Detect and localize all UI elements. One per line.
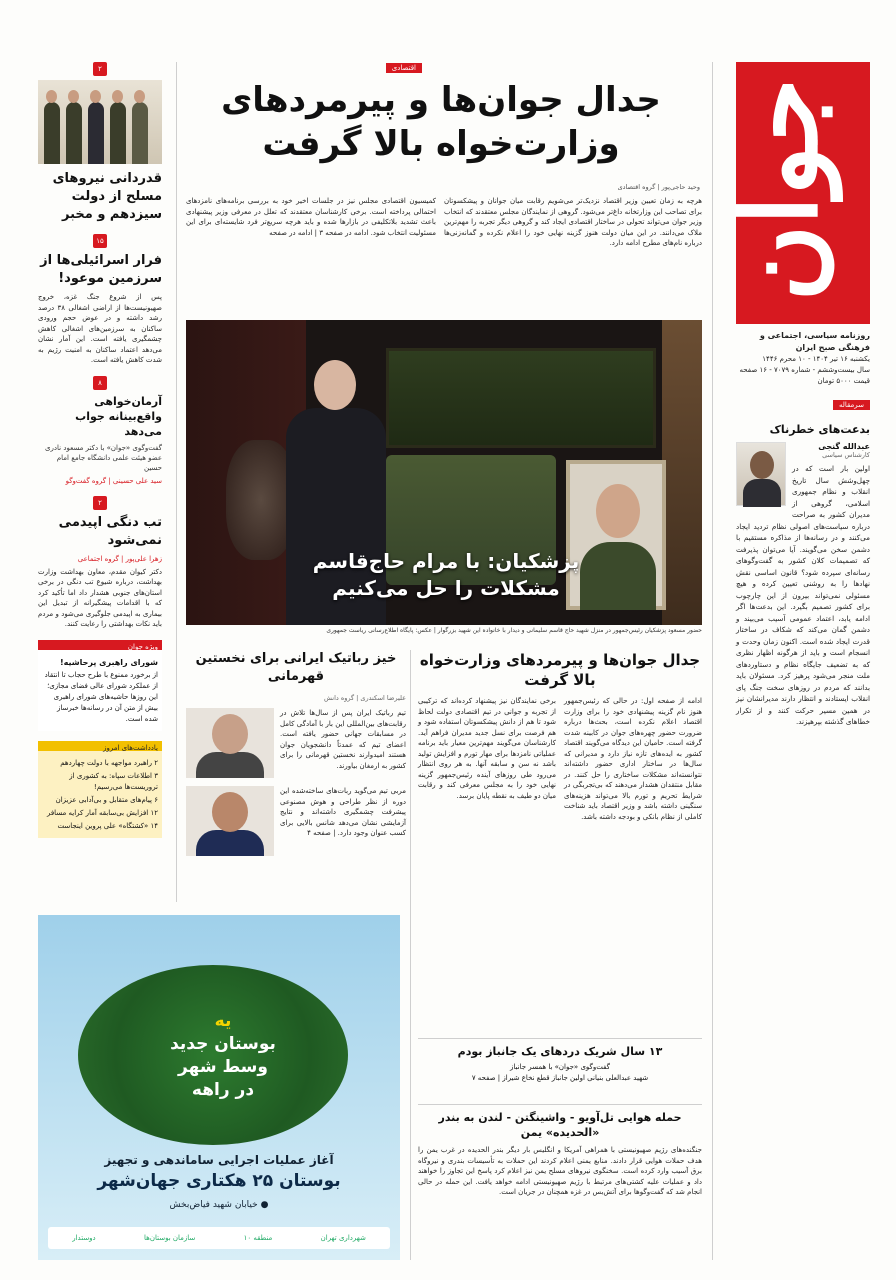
location-pin-icon: ● [260, 1200, 269, 1210]
story-ministers-title[interactable]: جدال جوان‌ها و پیرمردهای وزارت‌خواه بالا گرفت [419, 651, 701, 689]
left-story-4 [38, 496, 162, 630]
ad-sign [158, 1010, 288, 1102]
hero-lead-right: هرچه به زمان تعیین وزیر اقتصاد نزدیک‌تر می‌شویم رقابت میان جوانان و پیشکسوتان برای تصاحب این وزارتخانه داغ‌تر می‌شود. گروهی از نمایندگان مجلس معتقدند که انتخاب وزیر جوان می‌تواند تحولی در ساختار اقتصادی ایجاد کند و گروهی دیگر تجربه را مهم‌ترین ملاک می‌دانند. در این میان دولت هنوز گزینه نهایی خود را اعلام نکرده و گمانه‌زنی‌ها درباره نام‌های مطرح ادامه دارد. [444, 197, 702, 247]
robotics-photo-1 [186, 708, 274, 778]
page-ref-4: ۲ [93, 496, 107, 510]
page-ref-1: ۲ [93, 62, 107, 76]
editorial-tag: سرمقاله [833, 400, 870, 410]
ad-address [48, 1200, 390, 1210]
ad-logo-4: دوستدار [72, 1234, 96, 1242]
hero-byline: وحید حاجی‌پور | گروه اقتصادی [617, 183, 700, 191]
story-veteran-sub2: شهید عبدالعلی بنیانی اولین جانباز قطع نخاع شیراز | صفحه ۷ [471, 1074, 649, 1082]
left-story-4-author: زهرا علی‌پور | گروه اجتماعی [77, 554, 162, 563]
logo-text: جوان [718, 78, 841, 302]
left-story-4-body: دکتر کیوان مقدم، معاون بهداشت وزارت بهداشت، درباره شیوع تب دنگی در برخی استان‌های جنوبی هشدار داد اما تأکید کرد که با اقدامات پیشگیرانه از تبدیل این بیماری به اپیدمی جلوگیری می‌شود و مردم باید نکات بهداشتی را رعایت کنند. [38, 567, 162, 628]
masthead [718, 62, 870, 392]
left-story-2-body: پس از شروع جنگ غزه، خروج صهیونیست‌ها از اراضی اشغالی ۳۸ درصد رشد داشته و در عوض حجم ورودی ساکنان به سرزمین‌های اشغالی کاهش چشمگیری یافته است. این آمار نشان می‌دهد اعتماد ساکنان به امنیت رژیم به شدت کاهش یافته است. [38, 293, 163, 364]
left-story-1 [38, 62, 162, 224]
story-robotics-byline: علیرضا اسکندری | گروه دانش [324, 694, 406, 702]
author-role: کارشناس سیاسی [822, 451, 870, 459]
notes-item-5[interactable]: ۱۴ «کشتگاه» علی پروین اینجاست [57, 821, 158, 830]
photo-title: پزشکیان: با مرام حاج‌قاسم مشکلات را حل می‌کنیم [312, 549, 580, 600]
issue-number: سال بیست‌وششم - شماره ۷۰۷۹ - ۱۶ صفحه [739, 366, 870, 374]
section-tag: اقتصادی [386, 63, 422, 73]
photo-caption: حضور مسعود پزشکیان رئیس‌جمهور در منزل شهید حاج قاسم سلیمانی و دیدار با خانواده این شهید بزرگوار | عکس: پایگاه اطلاع‌رسانی ریاست جمهوری [326, 627, 702, 634]
notes-item-4[interactable]: ۱۲ افزایش بی‌سابقه آمار کرایه مسافر [46, 808, 158, 817]
story-veteran-title[interactable]: ۱۳ سال شریک دردهای یک جانباز بودم [457, 1045, 663, 1058]
author-name: عبدالله گنجی [818, 442, 870, 451]
main-headline[interactable]: جدال جوان‌ها و پیرمردهای وزارت‌خواه بالا گرفت [221, 80, 661, 164]
special-item-2: از برخورد ممنوع با طرح حجاب تا انتقاد از عملکرد شورای عالی فضای مجازی؛ این روزها حاشیه‌های شورای راهبری بیش از متن آن در رسانه‌ها خبرساز شده است. [44, 670, 158, 723]
ad-headline-1: آغاز عملیات اجرایی ساماندهی و تجهیز [104, 1153, 334, 1167]
ad-sign-line1: یه [214, 1011, 232, 1031]
story-yemen-title[interactable]: حمله هوایی تل‌آویو - واشینگتن - لندن به بندر «الحدیده» یمن [438, 1111, 682, 1139]
story-robotics-p2: مربی تیم می‌گوید ربات‌های ساخته‌شده این دوره از نظر طراحی و هوش مصنوعی پیشرفت چشمگیری داشته‌اند و نتایج آزمایشی نشان می‌دهد شانس بالایی برای کسب عنوان وجود دارد. | صفحه ۴ [280, 787, 406, 837]
notes-box [38, 741, 162, 838]
story-yemen-body: جنگنده‌های رژیم صهیونیستی با همراهی آمریکا و انگلیس بار دیگر بندر الحدیده در غرب یمن را هدف حملات هوایی قرار دادند. منابع یمنی اعلام کردند این حملات به تأسیسات بندری و نیروگاه برق آسیب وارد کرده است. سخنگوی نیروهای مسلح یمن نیز اعلام کرد پاسخ این تجاوز را خواهند داد و عملیات علیه کشتی‌های مرتبط با رژیم صهیونیستی ادامه خواهد یافت. این حمله در حالی انجام شد که گفت‌وگوها برای آتش‌بس در غزه همچنان در جریان است. [418, 1146, 702, 1196]
story-veteran [418, 1045, 702, 1105]
page-ref-2: ۱۵ [93, 234, 107, 248]
special-box [38, 640, 162, 731]
editorial-title[interactable]: بدعت‌های خطرناک [769, 423, 870, 436]
left-story-2 [38, 234, 162, 366]
story-robotics-p1: تیم رباتیک ایران پس از سال‌ها تلاش در رقابت‌های بین‌المللی این بار با آمادگی کامل در مسابقات جهانی حضور یافته است. اعضای تیم که عمدتاً دانشجویان جوان هستند امیدوارند نخستین قهرمانی را برای کشور به ارمغان بیاورند. [280, 709, 406, 770]
ad-sign-line3: وسط شهر [178, 1057, 268, 1077]
price: قیمت ۵۰۰۰ تومان [817, 377, 870, 385]
issue-date: یکشنبه ۱۶ تیر ۱۴۰۴ - ۱۰ محرم ۱۴۴۶ [762, 355, 870, 363]
ad-sign-line2: بوستان جدید [170, 1034, 276, 1054]
editorial-body: اولین بار است که در چهل‌وشش سال تاریخ انقلاب و نظام جمهوری اسلامی، گروهی از مدیران کشور به صراحت درباره سیاست‌های اصولی نظام تردید ایجاد می‌کنند و در رسانه‌ها از مذاکره مستقیم با دشمن سخن می‌گویند. آیا می‌توان پذیرفت که تصمیمات کلان کشور به گفت‌وگوهای رسانه‌ای سپرده شود؟ قانون اساسی نقش نهادها را به روشنی تعیین کرده و هیچ مسئولی نمی‌تواند بیرون از این چارچوب برای کشور تصمیم بگیرد. این بدعت‌ها اگر ادامه یابد، اعتماد عمومی آسیب می‌بیند و دشمن گمان می‌کند که شکاف در ساختار قدرت ایجاد شده است. اکنون زمان وحدت و انسجام است و باید از هرگونه اظهار نظری که به تضعیف جایگاه نظام و دستاوردهای ملت منجر می‌شود پرهیز کرد. مسئولان باید بدانند که مردم در روزهای سخت جنگ پای انقلاب ایستادند و انتظار دارند مدیرانشان نیز در همین مسیر حرکت کنند و از تکرار خطاهای گذشته بپرهیزند. [736, 464, 870, 726]
left-story-3-author: سید علی حسینی | گروه گفت‌وگو [65, 476, 162, 485]
left-story-2-title[interactable]: فرار اسرائیلی‌ها از سرزمین موعود! [40, 253, 162, 286]
masthead-meta [736, 330, 870, 387]
notes-item-2[interactable]: ۳ اطلاعات سپاه: به کشوری از تروریست‌ها می‌رسیم! [69, 771, 158, 791]
story-ministers-col1: ادامه از صفحه اول: در حالی که رئیس‌جمهور هنوز نام گزینه پیشنهادی خود را برای وزارت اقتصاد اعلام نکرده است، بحث‌ها درباره ضرورت حضور چهره‌های جوان در کابینه شدت گرفته است. حامیان این دیدگاه می‌گویند اقتصاد کشور به ایده‌های تازه نیاز دارد و مدیرانی که سال‌ها در ساختار اداری حضور داشته‌اند نتوانسته‌اند مشکلات ساختاری را حل کنند. در مقابل منتقدان هشدار می‌دهند که بی‌تجربگی در شرایط تحریم و تورم بالا می‌تواند هزینه‌های سنگینی داشته باشد و وزیر اقتصاد باید شناخت کاملی از نظام بانکی و بودجه داشته باشد. [564, 697, 702, 821]
officials-photo [38, 80, 162, 164]
left-story-3-title[interactable]: آرمان‌خواهی واقع‌بینانه جواب می‌دهد [75, 394, 162, 438]
left-story-4-title[interactable]: تب دنگی اپیدمی نمی‌شود [58, 514, 162, 548]
ad-address-text: خیابان شهید فیاض‌بخش [169, 1200, 258, 1210]
left-column [38, 62, 162, 902]
story-ministers [418, 650, 702, 1030]
story-veteran-sub: گفت‌وگوی «جوان» با همسر جانباز [509, 1063, 610, 1071]
park-advertisement[interactable] [38, 915, 400, 1260]
story-yemen [418, 1110, 702, 1260]
robotics-photo-2 [186, 786, 274, 856]
left-story-3 [38, 376, 162, 486]
ad-logo-2: منطقه ۱۰ [243, 1234, 273, 1242]
story-ministers-col2: برخی نمایندگان نیز پیشنهاد کرده‌اند که ترکیبی از تجربه و جوانی در تیم اقتصادی دولت لحاظ شود تا هم از دانش پیشکسوتان استفاده شود و هم فرصت برای نسل جدید مدیران فراهم آید. کارشناسان می‌گویند مهم‌ترین معیار باید برنامه عملیاتی نامزدها برای مهار تورم و افزایش تولید باشد نه سن و سابقه آنها. به هر روی انتظار می‌رود طی روزهای آینده رئیس‌جمهور گزینه نهایی خود را به مجلس معرفی کند و رقابت میان دو طیف به نقطه پایان برسد. [418, 697, 556, 800]
ad-headline-2: بوستان ۲۵ هکتاری جهان‌شهر [97, 1171, 341, 1191]
ad-logo-3: سازمان بوستان‌ها [144, 1234, 196, 1242]
hero-photo[interactable] [186, 320, 702, 625]
ad-logo-1: شهرداری تهران [320, 1234, 366, 1242]
editorial-column [736, 392, 870, 1260]
notes-item-1[interactable]: ۲ راهبرد مواجهه با دولت چهاردهم [60, 758, 158, 767]
logo [718, 62, 870, 324]
left-story-1-title[interactable]: قدردانی نیروهای مسلح از دولت سیزدهم و مخبر [52, 171, 162, 222]
special-box-title: ویژه جوان [127, 642, 158, 651]
tagline: روزنامه سیاسی، اجتماعی و فرهنگی صبح ایران [759, 331, 870, 352]
hero-lead-left: کمیسیون اقتصادی مجلس نیز در جلسات اخیر خود به بررسی برنامه‌های نامزدهای احتمالی پرداخته است. برخی کارشناسان معتقدند که تعلل در معرفی وزیر پیشنهادی باعث تشدید بلاتکلیفی در بازارها شده و باید هرچه سریع‌تر فرد شایسته‌ای برای این مسئولیت انتخاب شود. ادامه در صفحه ۳ | ادامه در صفحه [186, 197, 436, 237]
page-ref-3: ۸ [93, 376, 107, 390]
left-story-3-sub: گفت‌وگوی «جوان» با دکتر مسعود نادری عضو هیئت علمی دانشگاه جامع امام حسین [45, 443, 162, 472]
ad-sign-line4: در راهه [191, 1080, 255, 1100]
story-robotics-title[interactable]: خیز رباتیک ایرانی برای نخستین قهرمانی [195, 651, 397, 684]
ad-logos [48, 1227, 390, 1249]
notes-box-title: یادداشت‌های امروز [103, 743, 158, 752]
special-item-1[interactable]: شورای راهبری پرحاشیه! [60, 657, 158, 667]
author-avatar [736, 442, 786, 506]
notes-item-3[interactable]: ۶ پیام‌های متقابل و بی‌آدابی عزیزان [55, 795, 158, 804]
